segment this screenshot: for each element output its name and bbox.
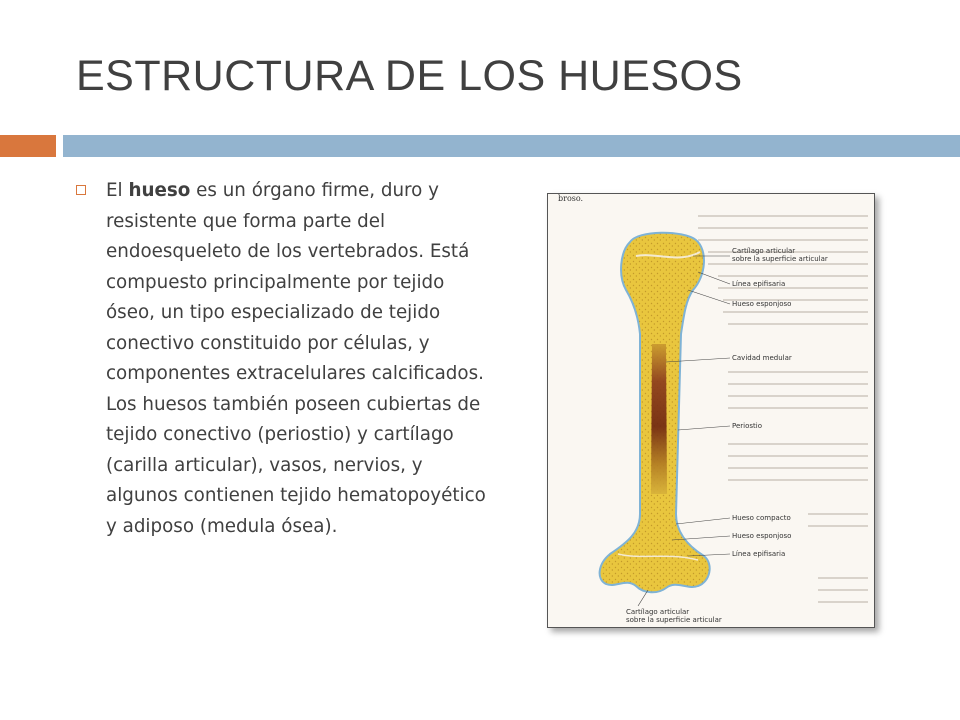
- label-cartilago-articular-top: Cartílago articular: [732, 247, 796, 255]
- accent-bar-orange: [0, 135, 56, 157]
- marrow-cavity: [651, 344, 667, 494]
- label-hueso-esponjoso-top: Hueso esponjoso: [732, 300, 792, 308]
- bone-diagram: [548, 194, 874, 627]
- slide-title: ESTRUCTURA DE LOS HUESOS: [76, 52, 743, 100]
- label-superficie-articular-bottom: sobre la superficie articular: [626, 616, 722, 624]
- label-linea-epifisaria-bottom: Línea epifisaria: [732, 550, 786, 558]
- paragraph-prefix: El: [106, 180, 129, 201]
- label-linea-epifisaria-top: Línea epifisaria: [732, 280, 786, 288]
- background-text-lines: [698, 216, 868, 602]
- label-periostio: Periostio: [732, 422, 763, 430]
- label-cavidad-medular: Cavidad medular: [732, 354, 792, 362]
- bone-illustration: [547, 193, 875, 628]
- bullet-square-icon: [76, 185, 86, 195]
- label-cartilago-articular-bottom: Cartílago articular: [626, 608, 690, 616]
- figure-header-text: broso.: [558, 194, 584, 203]
- paragraph-bold-term: hueso: [128, 180, 191, 201]
- label-superficie-articular-top: sobre la superficie articular: [732, 255, 828, 263]
- body-paragraph: [106, 176, 496, 542]
- paragraph-rest: es un órgano firme, duro y resistente que forma parte del endoesqueleto de los vertebrados. Está compuesto principalmente por tejido óseo, un tipo especializado de tejido conectivo constituido por células, y componentes extracelulares calcificados. Los huesos también poseen cubiertas de tejido conectivo (periostio) y cartílago (carilla articular), vasos, nervios, y algunos contienen tejido hematopoyético y adiposo (medula ósea).: [106, 180, 486, 537]
- label-hueso-compacto: Hueso compacto: [732, 514, 791, 522]
- label-hueso-esponjoso-bottom: Hueso esponjoso: [732, 532, 792, 540]
- accent-bar-blue: [63, 135, 960, 157]
